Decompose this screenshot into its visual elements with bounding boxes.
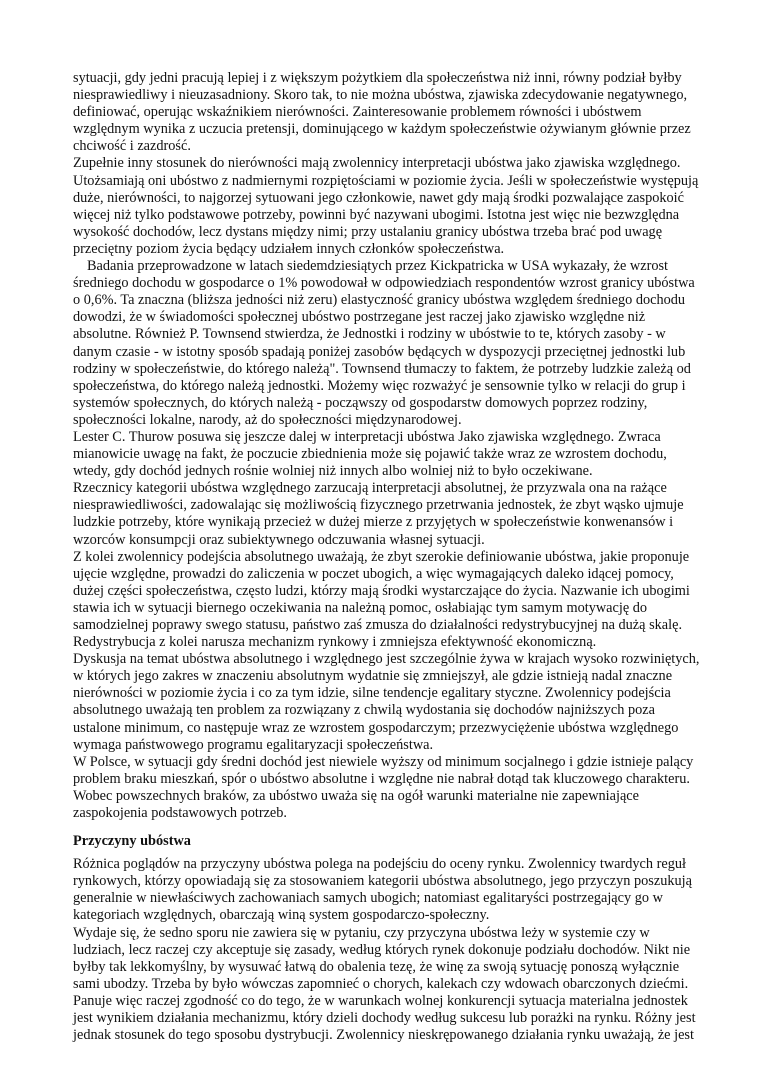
paragraph-relative-poverty-view: Zupełnie inny stosunek do nierówności mają zwolennicy interpretacji ubóstwa jako zjawiska względnego. Utożsamiają oni ubóstwo z nadmiernymi rozpiętościami w poziomie życia. Jeśli w społeczeństwie występują duże, nierówności, to najgorzej sytuowani jego członkowie, nawet gdy mają środki pozwalające zaspokoić więcej niż tylko podstawowe potrzeby, powinni być nazywani ubogimi. Istotna jest więc nie bezwzględna wysokość dochodów, lecz dystans między nimi; przy ustalaniu granicy ubóstwa trzeba brać pod uwagę przeciętny poziom życia będący udziałem innych członków społeczeństwa.: [73, 155, 699, 257]
paragraph-thurow: Lester C. Thurow posuwa się jeszcze dalej w interpretacji ubóstwa Jako zjawiska względnego. Zwraca mianowicie uwagę na fakt, że poczucie zbiednienia może się pojawić także wraz ze wzrostem dochodu, wtedy, gdy dochód jednych rośnie wolniej niż innych albo wolniej niż to było oczekiwane.: [73, 428, 667, 480]
paragraph-inequality-justification: sytuacji, gdy jedni pracują lepiej i z większym pożytkiem dla społeczeństwa niż inni, równy podział byłby niesprawiedliwy i nieuzasadniony. Skoro tak, to nie można ubóstwa, zjawiska zdecydowanie negatywnego, definiować, operując wskaźnikiem nierówności. Zainteresowanie problemem równości i ubóstwem względnym wynika z uczucia pretensji, dominującego w każdym społeczeństwie ożywianym głównie przez chciwość i zazdrość.: [73, 70, 691, 155]
paragraph-absolute-advocates: Z kolei zwolennicy podejścia absolutnego uważają, że zbyt szerokie definiowanie ubóstwa, jakie proponuje ujęcie względne, prowadzi do zaliczenia w poczet ubogich, a więc wymagających daleko idącej pomocy, dużej części społeczeństwa, często ludzi, którzy mają środki wystarczające do życia. Nazwanie ich ubogimi stawia ich w sytuacji biernego oczekiwania na należną pomoc, osłabiając tym samym motywację do samodzielnej poprawy swego statusu, państwo zaś zmusza do działalności redystrybucyjnej na dużą skalę. Redystrybucja z kolei narusza mechanizm rynkowy i zmniejsza efektywność ekonomiczną.: [73, 548, 690, 651]
paragraph-kickpatrick-research: Badania przeprowadzone w latach siedemdziesiątych przez Kickpatricka w USA wykazały, że wzrost średniego dochodu w gospodarce o 1% powodował w odpowiedziach respondentów wzrost granicy ubóstwa o 0,6%. Ta znaczna (bliższa jedności niż zeru) elastyczność granicy ubóstwa względem średniego dochodu dowodzi, że w świadomości społecznej ubóstwo postrzegane jest raczej jako zjawisko względne niż absolutne. Również P. Townsend stwierdza, że Jednostki i rodziny w ubóstwie to te, których zasoby - w danym czasie - w istotny sposób spadają poniżej zasobów będących w dyspozycji przeciętnej jednostki lub rodziny w społeczeństwie, do którego należą". Townsend tłumaczy to faktem, że potrzeby ludzkie zależą od społeczeństwa, do którego należą jednostki. Możemy więc rozważyć je sensownie tylko w relacji do grup i systemów społecznych, do których należą - począwszy od gospodarstw domowych poprzez rodziny, społeczności lokalne, narody, aż do społeczności międzynarodowej.: [73, 258, 695, 428]
paragraph-causes-distribution: Panuje więc raczej zgodność co do tego, że w warunkach wolnej konkurencji sytuacja materialna jednostek jest wynikiem działania mechanizmu, który dzieli dochody według sukcesu lub porażki na rynku. Różny jest jednak stosunek do tego sposobu dystrybucji. Zwolennicy nieskrępowanego działania rynku uważają, że jest: [73, 992, 696, 1044]
paragraph-causes-dispute: Wydaje się, że sedno sporu nie zawiera się w pytaniu, czy przyczyna ubóstwa leży w systemie czy w ludziach, lecz raczej czy akceptuje się zasady, według których rynek dokonuje podziału dochodów. Nikt nie byłby tak lekkomyślny, by wysuwać łatwą do obalenia tezę, że winę za swoją sytuację ponoszą wyłącznie sami ubodzy. Trzeba by było wówczas zapomnieć o chorych, kalekach czy wdowach obarczonych dziećmi.: [73, 924, 691, 992]
paragraph-causes-market: Różnica poglądów na przyczyny ubóstwa polega na podejściu do oceny rynku. Zwolennicy twardych reguł rynkowych, którzy opowiadają się za stosowaniem kategorii ubóstwa absolutnego, jego przyczyn poszukują generalnie w niewłaściwych zachowaniach samych ubogich; natomiast egalitaryści postrzegający go w kategoriach względnych, obarczają winą system gospodarczo-społeczny.: [73, 856, 692, 924]
paragraph-poland: W Polsce, w sytuacji gdy średni dochód jest niewiele wyższy od minimum socjalnego i gdzie istnieje palący problem braku mieszkań, spór o ubóstwo absolutne i względne nie nabrał dotąd tak kluczowego charakteru. Wobec powszechnych braków, za ubóstwo uważa się na ogół warunki materialne nie zapewniające zaspokojenia podstawowych potrzeb.: [73, 753, 694, 822]
paragraph-developed-countries: Dyskusja na temat ubóstwa absolutnego i względnego jest szczególnie żywa w krajach wysoko rozwiniętych, w których jego zakres w znaczeniu absolutnym wydatnie się zmniejszył, ale gdzie istnieją nadal znaczne nierówności w poziomie życia i co za tym idzie, silne tendencje egalitary styczne. Zwolennicy podejścia absolutnego uważają ten problem za rozwiązany z chwilą wydostania się dochodów najniższych poza ustalone minimum, co następuje wraz ze wzrostem gospodarczym; przezwyciężenie ubóstwa względnego wymaga państwowego programu egalitaryzacji społeczeństwa.: [73, 651, 700, 753]
section-heading: Przyczyny ubóstwa: [73, 833, 191, 850]
paragraph-relative-advocates: Rzecznicy kategorii ubóstwa względnego zarzucają interpretacji absolutnej, że przyzwala ona na rażące niesprawiedliwości, zadowalając się możliwością fizycznego przetrwania jednostek, że zbyt wąsko ujmuje ludzkie potrzeby, które wynikają przecież w dużej mierze z przyjętych w społeczeństwie konwenansów i wzorców konsumpcji oraz subiektywnego odczuwania własnej sytuacji.: [73, 480, 684, 548]
